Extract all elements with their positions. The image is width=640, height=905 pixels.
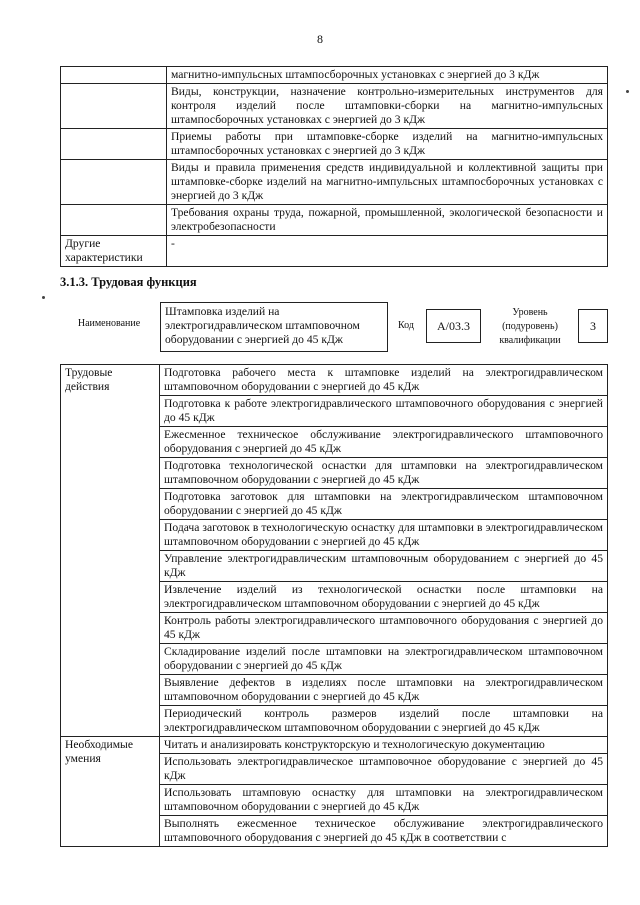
- list-item: Ежесменное техническое обслуживание электрогидравлического штамповочного оборудования с энергией до 45 кДж: [160, 427, 608, 458]
- name-label: Наименование: [77, 318, 141, 329]
- table-row: [61, 205, 608, 236]
- table-row: [61, 236, 608, 267]
- list-item: Выявление дефектов в изделиях после штамповки на электрогидравлическом штамповочном оборудовании с энергией до 45 кДж: [160, 675, 608, 706]
- table-row: [61, 67, 608, 84]
- list-item: Использовать штамповую оснастку для штамповки на электрогидравлическом штамповочном оборудовании с энергией до 45 кДж: [160, 785, 608, 816]
- level-label: Уровень (подуровень) квалификации: [499, 307, 561, 346]
- list-item: Управление электрогидравлическим штамповочным оборудованием с энергией до 45 кДж: [160, 551, 608, 582]
- row-text: -: [167, 236, 608, 267]
- row-text: Виды и правила применения средств индивидуальной и коллективной защиты при штамповке-сборке изделий на магнитно-импульсных штампосборочных установках с энергией до 3 кДж: [167, 160, 608, 205]
- group-label: Необходимые умения: [61, 737, 160, 847]
- function-code-box: A/03.3: [426, 309, 481, 343]
- labor-function-table: [60, 364, 608, 847]
- page-number: 8: [317, 32, 323, 46]
- group-label: Трудовые действия: [61, 365, 160, 737]
- list-item: Выполнять ежесменное техническое обслуживание электрогидравлического штамповочного оборудования с энергией до 45 кДж в соответствии с: [160, 816, 608, 847]
- row-label: [61, 129, 167, 160]
- list-item: Извлечение изделий из технологической оснастки после штамповки на электрогидравлическом штамповочном оборудовании с энергией до 45 кДж: [160, 582, 608, 613]
- scan-dot: [626, 90, 629, 93]
- list-item: Использовать электрогидравлическое штамповочное оборудование с энергией до 45 кДж: [160, 754, 608, 785]
- section-title: 3.1.3. Трудовая функция: [60, 275, 197, 289]
- list-item: Читать и анализировать конструкторскую и технологическую документацию: [160, 737, 608, 754]
- function-name-box: Штамповка изделий на электрогидравлическом штамповочном оборудовании с энергией до 45 кДж: [160, 302, 388, 352]
- row-label: Другие характеристики: [61, 236, 167, 267]
- knowledge-table-continued: [60, 66, 608, 267]
- qualification-level-box: 3: [578, 309, 608, 343]
- code-label: Код: [398, 320, 414, 331]
- list-item: Подготовка к работе электрогидравлического штамповочного оборудования с энергией до 45 кДж: [160, 396, 608, 427]
- row-text: Требования охраны труда, пожарной, промышленной, экологической безопасности и электробезопасности: [167, 205, 608, 236]
- list-item: Складирование изделий после штамповки на электрогидравлическом штамповочном оборудовании с энергией до 45 кДж: [160, 644, 608, 675]
- table-row: [61, 160, 608, 205]
- table-row: [61, 365, 608, 396]
- list-item: Подготовка технологической оснастки для штамповки на электрогидравлическом штамповочном оборудовании с энергией до 45 кДж: [160, 458, 608, 489]
- row-text: Приемы работы при штамповке-сборке изделий на магнитно-импульсных штампосборочных установках с энергией до 3 кДж: [167, 129, 608, 160]
- list-item: Периодический контроль размеров изделий после штамповки на электрогидравлическом штамповочном оборудовании с энергией до 45 кДж: [160, 706, 608, 737]
- row-label: [61, 84, 167, 129]
- list-item: Подача заготовок в технологическую оснастку для штамповки в электрогидравлическом штамповочном оборудовании с энергией до 45 кДж: [160, 520, 608, 551]
- scan-dot: [42, 296, 45, 299]
- row-label: [61, 67, 167, 84]
- table-row: [61, 84, 608, 129]
- row-text: магнитно-импульсных штампосборочных установках с энергией до 3 кДж: [167, 67, 608, 84]
- list-item: Подготовка заготовок для штамповки на электрогидравлическом штамповочном оборудовании с энергией до 45 кДж: [160, 489, 608, 520]
- list-item: Контроль работы электрогидравлического штамповочного оборудования с энергией до 45 кДж: [160, 613, 608, 644]
- table-row: [61, 737, 608, 754]
- row-label: [61, 205, 167, 236]
- row-text: Виды, конструкции, назначение контрольно-измерительных инструментов для контроля изделий после штамповки-сборки на магнитно-импульсных штампосборочных установках с энергией до 3 кДж: [167, 84, 608, 129]
- list-item: Подготовка рабочего места к штамповке изделий на электрогидравлическом штамповочном оборудовании с энергией до 45 кДж: [160, 365, 608, 396]
- table-row: [61, 129, 608, 160]
- row-label: [61, 160, 167, 205]
